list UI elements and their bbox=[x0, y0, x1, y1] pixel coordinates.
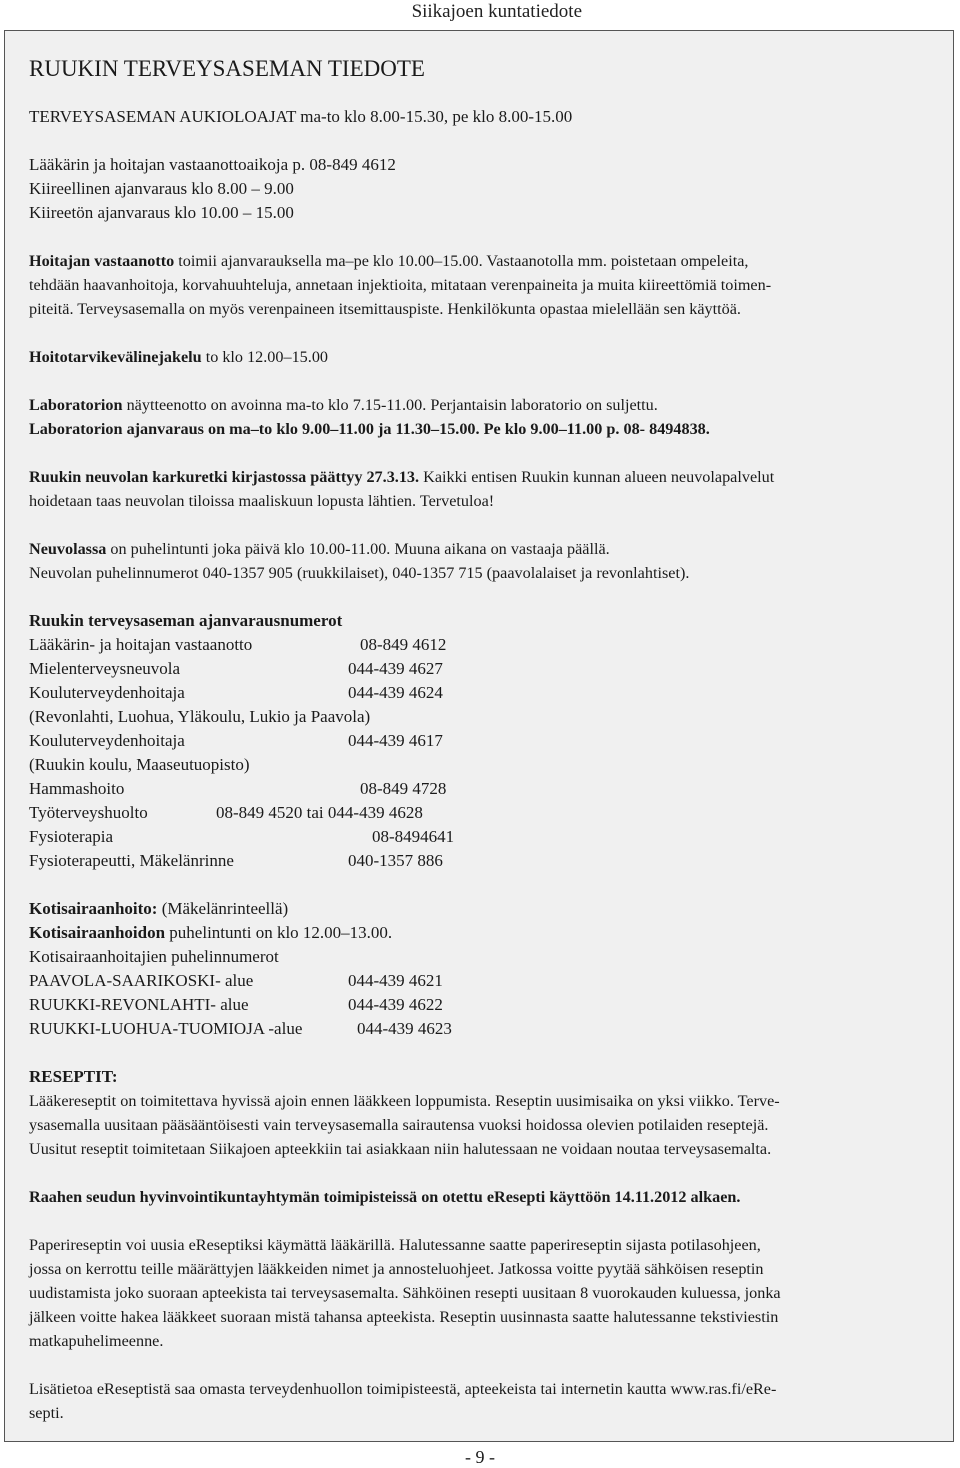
home-care-label-1: Kotisairaanhoito: bbox=[29, 899, 158, 918]
clinic-line-2: hoidetaan taas neuvolan tiloissa maaliskuun lopusta lähtien. Tervetuloa! bbox=[29, 492, 495, 510]
paper-line-5: matkapuhelimeenne. bbox=[29, 1332, 164, 1350]
numbers-row bbox=[29, 729, 931, 753]
phone-hours-line-2: Neuvolan puhelinnumerot 040-1357 905 (ruukkilaiset), 040-1357 715 (paavolalaiset ja revonlahtiset). bbox=[29, 564, 690, 582]
home-care-row-number: 044-439 4621 bbox=[348, 971, 443, 990]
lab-text: näytteenotto on avoinna ma-to klo 7.15-11.00. Perjantaisin laboratorio on suljettu. bbox=[122, 396, 658, 414]
lab-line bbox=[29, 393, 931, 417]
more-info-line-1: Lisätietoa eReseptistä saa omasta terveydenhuollon toimipisteestä, apteekeista tai internetin kautta www.ras.fi/eRe- bbox=[29, 1380, 777, 1398]
notice-content bbox=[15, 41, 943, 1431]
numbers-row bbox=[29, 801, 931, 825]
appointments-text-2: klo 8.00 – 9.00 bbox=[187, 179, 294, 198]
numbers-row-name: (Ruukin koulu, Maaseutuopisto) bbox=[29, 755, 250, 774]
numbers-row-number: 044-439 4617 bbox=[348, 731, 443, 750]
numbers-row bbox=[29, 657, 931, 681]
home-care-line-3: Kotisairaanhoitajien puhelinnumerot bbox=[29, 947, 279, 966]
nurse-label: Hoitajan vastaanotto bbox=[29, 252, 175, 270]
appointments-line-2 bbox=[29, 177, 931, 201]
clinic-text: Kaikki entisen Ruukin kunnan alueen neuvolapalvelut bbox=[419, 468, 775, 486]
appointments-label-1: Lääkärin ja hoitajan vastaanottoaikoja bbox=[29, 155, 289, 174]
page-header bbox=[0, 0, 582, 26]
numbers-row-number: 08-849 4612 bbox=[360, 635, 447, 654]
numbers-row bbox=[29, 849, 931, 873]
notice-title: RUUKIN TERVEYSASEMAN TIEDOTE bbox=[29, 56, 425, 81]
lab-label: Laboratorion bbox=[29, 396, 123, 414]
home-care-line-1 bbox=[29, 897, 931, 921]
numbers-row-number: 040-1357 886 bbox=[348, 851, 443, 870]
home-care-line-2 bbox=[29, 921, 931, 945]
nurse-line-1 bbox=[29, 249, 931, 273]
home-care-row-name: PAAVOLA-SAARIKOSKI- alue bbox=[29, 971, 254, 990]
paper-line-1: Paperireseptin voi uusia eReseptiksi käymättä lääkärillä. Halutessanne saatte paperireseptin sijasta potilasohjeen, bbox=[29, 1236, 761, 1254]
numbers-row-name: (Revonlahti, Luohua, Yläkoulu, Lukio ja Paavola) bbox=[29, 707, 371, 726]
home-care-row bbox=[29, 969, 931, 993]
numbers-row-name: Hammashoito bbox=[29, 779, 125, 798]
numbers-row-number: 08-849 4728 bbox=[360, 779, 447, 798]
numbers-row bbox=[29, 825, 931, 849]
nurse-line-2: tehdään haavanhoitoja, korvahuuhteluja, annetaan injektioita, mitataan verenpaineita ja muita kiireettömiä toimen- bbox=[29, 276, 772, 294]
numbers-row-name: Työterveyshuolto bbox=[29, 803, 148, 822]
numbers-row-name: Lääkärin- ja hoitajan vastaanotto bbox=[29, 635, 253, 654]
prescriptions-line-1: Lääkereseptit on toimitettava hyvissä ajoin ennen lääkkeen loppumista. Reseptin uusimisaika on yksi viikko. Terve- bbox=[29, 1092, 780, 1110]
phone-hours-line-1 bbox=[29, 537, 931, 561]
numbers-row bbox=[29, 705, 931, 729]
appointments-line-3 bbox=[29, 201, 931, 225]
appointments-text-1: p. 08-849 4612 bbox=[288, 155, 396, 174]
home-care-row-number: 044-439 4622 bbox=[348, 995, 443, 1014]
opening-hours bbox=[29, 105, 931, 129]
numbers-row-number: 08-8494641 bbox=[372, 827, 455, 846]
supplies-label: Hoitotarvikevälinejakelu bbox=[29, 348, 202, 366]
paper-line-2: jossa on kerrottu teille määrättyjen lääkkeiden nimet ja annosteluohjeet. Jatkossa voitte pyytää sähköisen reseptin bbox=[29, 1260, 764, 1278]
numbers-row-name: Mielenterveysneuvola bbox=[29, 659, 181, 678]
numbers-row-name: Kouluterveydenhoitaja bbox=[29, 683, 185, 702]
nurse-line-3: piteitä. Terveysasemalla on myös verenpaineen itsemittauspiste. Henkilökunta opastaa mielellään sen käyttöä. bbox=[29, 300, 741, 318]
numbers-row-number: 08-849 4520 tai 044-439 4628 bbox=[216, 803, 423, 822]
home-care-row-number: 044-439 4623 bbox=[357, 1019, 452, 1038]
numbers-row-name: Fysioterapia bbox=[29, 827, 114, 846]
lab-booking: Laboratorion ajanvaraus on ma–to klo 9.00–11.00 ja 11.30–15.00. Pe klo 9.00–11.00 p. 08- 8494838. bbox=[29, 420, 710, 438]
nurse-text-1: toimii ajanvarauksella ma–pe klo 10.00–15.00. Vastaanotolla mm. poistetaan ompeleita, bbox=[174, 252, 749, 270]
page-number: - 9 - bbox=[465, 1447, 495, 1467]
home-care-text-1: (Mäkelänrinteellä) bbox=[157, 899, 289, 918]
phone-hours-text: on puhelintunti joka päivä klo 10.00-11.00. Muuna aikana on vastaaja päällä. bbox=[106, 540, 610, 558]
appointments-text-3: klo 10.00 – 15.00 bbox=[170, 203, 294, 222]
numbers-row-name: Kouluterveydenhoitaja bbox=[29, 731, 185, 750]
appointments-label-2: Kiireellinen ajanvaraus bbox=[29, 179, 188, 198]
phone-hours-label: Neuvolassa bbox=[29, 540, 107, 558]
home-care-label-2: Kotisairaanhoidon bbox=[29, 923, 166, 942]
clinic-label: Ruukin neuvolan karkuretki kirjastossa päättyy 27.3.13. bbox=[29, 468, 420, 486]
more-info-line-2: septi. bbox=[29, 1404, 64, 1422]
numbers-row bbox=[29, 777, 931, 801]
numbers-row-number: 044-439 4627 bbox=[348, 659, 443, 678]
home-care-row-name: RUUKKI-REVONLAHTI- alue bbox=[29, 995, 249, 1014]
numbers-heading: Ruukin terveysaseman ajanvarausnumerot bbox=[29, 611, 343, 630]
numbers-row bbox=[29, 681, 931, 705]
appointments-line-1 bbox=[29, 153, 931, 177]
notice-box bbox=[4, 30, 954, 1442]
home-care-row bbox=[29, 1017, 931, 1041]
opening-hours-label: TERVEYSASEMAN AUKIOLOAJAT bbox=[29, 107, 297, 126]
numbers-row-number: 044-439 4624 bbox=[348, 683, 443, 702]
home-care-row-name: RUUKKI-LUOHUA-TUOMIOJA -alue bbox=[29, 1019, 303, 1038]
prescriptions-line-3: Uusitut reseptit toimitetaan Siikajoen apteekkiin tai asiakkaan niin halutessaan ne voidaan noutaa terveysasemalta. bbox=[29, 1140, 772, 1158]
numbers-row bbox=[29, 633, 931, 657]
erecipe-announcement: Raahen seudun hyvinvointikuntayhtymän toimipisteissä on otettu eResepti käyttöön 14.11.2012 alkaen. bbox=[29, 1188, 741, 1206]
publication-name: Siikajoen kuntatiedote bbox=[411, 1, 582, 22]
supplies-line bbox=[29, 345, 931, 369]
appointments-label-3: Kiireetön ajanvaraus bbox=[29, 203, 171, 222]
clinic-line-1 bbox=[29, 465, 931, 489]
paper-line-4: jälkeen voitte hakea lääkkeet suoraan mistä tahansa apteekista. Reseptin uusinnasta saatte halutessanne tekstiviestin bbox=[29, 1308, 779, 1326]
numbers-row-name: Fysioterapeutti, Mäkelänrinne bbox=[29, 851, 234, 870]
supplies-text: to klo 12.00–15.00 bbox=[201, 348, 329, 366]
paper-line-3: uudistamista joko suoraan apteekista tai terveysasemalta. Sähköinen resepti uusitaan 8 vuorokauden kuluessa, jonka bbox=[29, 1284, 781, 1302]
numbers-row bbox=[29, 753, 931, 777]
home-care-text-2: puhelintunti on klo 12.00–13.00. bbox=[165, 923, 393, 942]
opening-hours-text: ma-to klo 8.00-15.30, pe klo 8.00-15.00 bbox=[296, 107, 573, 126]
home-care-row bbox=[29, 993, 931, 1017]
prescriptions-line-2: ysasemalla uusitaan pääsääntöisesti vain terveysasemalla sairautensa vuoksi hoidossa olevien potilaiden reseptejä. bbox=[29, 1116, 769, 1134]
prescriptions-heading: RESEPTIT: bbox=[29, 1067, 118, 1086]
